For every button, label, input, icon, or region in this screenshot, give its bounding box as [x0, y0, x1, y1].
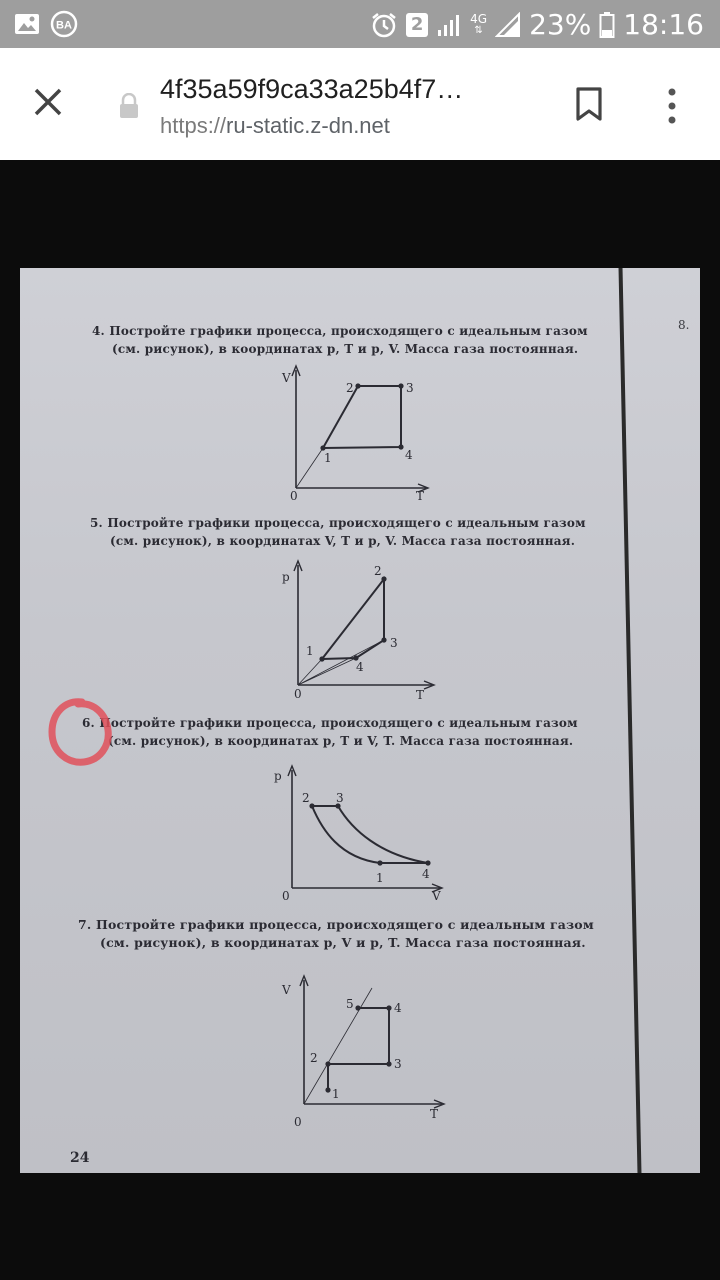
x-axis-label: T — [416, 688, 425, 702]
origin-label: 0 — [282, 889, 290, 903]
point-label-4: 4 — [356, 660, 364, 674]
page-title[interactable]: 4f35a59f9ca33a25b4f7… — [160, 74, 464, 104]
battery-icon — [599, 11, 615, 39]
svg-text:BA: BA — [56, 19, 72, 32]
cell-signal-icon — [495, 12, 521, 38]
problem-4-line1: Постройте графики процесса, происходящего с идеальным газом — [109, 324, 588, 338]
problem-4-number: 4. — [92, 324, 105, 338]
status-bar — [0, 0, 720, 48]
problem-5-number: 5. — [90, 516, 103, 530]
problem-7-graph — [274, 970, 454, 1130]
x-axis-label: T — [416, 489, 425, 503]
y-axis-label: V — [282, 371, 291, 385]
problem-4-line2: (см. рисунок), в координатах p, T и p, V. Масса газа постоянная. — [112, 342, 579, 356]
problem-6-line2: (см. рисунок), в координатах p, T и V, T. Масса газа постоянная. — [108, 734, 574, 748]
point-label-3: 3 — [390, 636, 398, 650]
point-label-2: 2 — [310, 1051, 318, 1065]
status-bar-left — [14, 10, 78, 38]
network-type: 4G ⇅ — [470, 11, 488, 36]
point-label-2: 2 — [374, 564, 382, 578]
problem-7 — [78, 916, 594, 952]
problem-5-line2: (см. рисунок), в координатах V, T и p, V. Масса газа постоянная. — [110, 534, 576, 548]
problem-5-line1: Постройте графики процесса, происходящего с идеальным газом — [107, 516, 586, 530]
point-label-3: 3 — [336, 791, 344, 805]
y-axis-label: p — [274, 769, 282, 783]
signal-icon — [436, 12, 462, 38]
y-axis-label: p — [282, 570, 290, 584]
x-axis-label: V — [432, 889, 441, 903]
custom-tab-toolbar — [0, 48, 720, 160]
problem-4 — [92, 322, 588, 358]
point-label-4: 4 — [422, 867, 430, 881]
x-axis-label: T — [430, 1107, 439, 1121]
problem-6 — [82, 714, 578, 750]
image-icon — [14, 12, 40, 36]
point-label-1: 1 — [324, 451, 332, 465]
problem-7-line1: Постройте графики процесса, происходящего с идеальным газом — [96, 917, 594, 932]
problem-6-number: 6. — [82, 716, 95, 730]
side-problem-number: 8. — [678, 318, 690, 332]
url-host: ru-static.z-dn.net — [226, 113, 390, 138]
problem-7-number: 7. — [78, 917, 92, 932]
problem-5-graph — [270, 555, 440, 705]
problem-7-line2: (см. рисунок), в координатах p, V и p, T. Масса газа постоянная. — [100, 935, 586, 950]
problem-6-graph — [270, 760, 450, 910]
alarm-icon — [370, 11, 398, 39]
page-number: 24 — [70, 1150, 90, 1166]
ba-icon — [50, 10, 78, 38]
origin-label: 0 — [294, 687, 302, 701]
point-label-2: 2 — [346, 381, 354, 395]
clock: 18:16 — [623, 8, 704, 41]
y-axis-label: V — [282, 983, 291, 997]
point-label-4: 4 — [394, 1001, 402, 1015]
data-arrows-icon: ⇅ — [474, 24, 483, 36]
notification-count-badge: 2 — [406, 13, 428, 37]
point-label-4: 4 — [405, 448, 413, 462]
bookmark-icon[interactable] — [574, 86, 604, 122]
problem-4-graph — [270, 360, 440, 505]
point-label-5: 5 — [346, 997, 354, 1011]
point-label-2: 2 — [302, 791, 310, 805]
problem-6-line1: Постройте графики процесса, происходящего с идеальным газом — [99, 716, 578, 730]
more-vert-icon[interactable] — [662, 86, 682, 126]
point-label-3: 3 — [394, 1057, 402, 1071]
origin-label: 0 — [294, 1115, 302, 1129]
battery-percent: 23% — [529, 8, 592, 41]
page-url[interactable] — [160, 113, 390, 139]
close-icon[interactable] — [30, 84, 66, 120]
origin-label: 0 — [290, 489, 298, 503]
url-scheme: https:// — [160, 113, 227, 138]
red-highlight-circle — [46, 694, 116, 770]
point-label-3: 3 — [406, 381, 414, 395]
point-label-1: 1 — [376, 871, 384, 885]
problem-5 — [90, 514, 586, 550]
status-bar-right — [370, 8, 704, 41]
lock-icon[interactable] — [118, 93, 140, 119]
point-label-1: 1 — [306, 644, 314, 658]
point-label-1: 1 — [332, 1087, 340, 1101]
